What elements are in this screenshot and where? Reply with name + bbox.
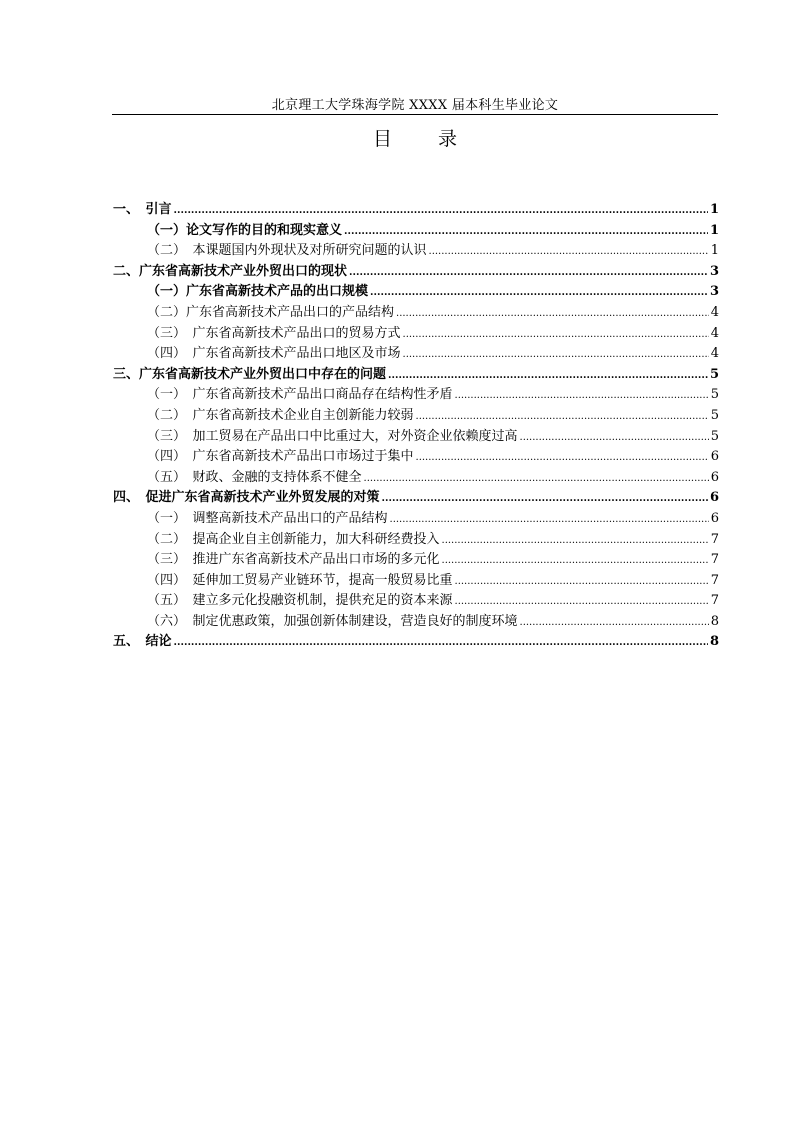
toc-entry[interactable] [113,571,719,592]
toc-leader-dots [520,613,709,634]
toc-entry-title: 三、广东省高新技术产业外贸出口中存在的问题 [113,366,387,382]
toc-entry[interactable] [113,427,719,448]
toc-page-number: 5 [710,387,719,403]
toc-page-number: 1 [709,202,719,217]
toc-page-number: 8 [709,634,719,650]
toc-entry[interactable] [113,468,719,489]
toc-entry[interactable] [113,365,719,386]
toc-entry-title: （二） 提高企业自主创新能力，加大科研经费投入 [147,531,440,547]
toc-entry-title: （一） 调整高新技术产品出口的产品结构 [147,510,388,526]
toc-entry[interactable] [113,385,719,406]
toc-entry[interactable] [113,282,719,303]
toc-leader-dots [520,428,709,449]
toc-entry-title: （六） 制定优惠政策，加强创新体制建设，营造良好的制度环境 [147,613,518,629]
toc-entry[interactable] [113,447,719,468]
toc-page-number: 8 [710,613,719,629]
toc-page-number: 6 [709,490,719,506]
toc-entry[interactable] [113,200,719,221]
toc-entry-title: 一、 引言 [113,202,172,217]
toc-page-number: 1 [709,222,719,238]
toc-page-number: 7 [710,531,719,547]
table-of-contents [113,200,719,653]
toc-entry-title: （四） 广东省高新技术产品出口地区及市场 [147,346,401,362]
toc-entry-title: （四） 延伸加工贸易产业链环节，提高一般贸易比重 [147,572,453,588]
toc-entry-title: （一） 广东省高新技术产品出口商品存在结构性矛盾 [147,387,453,403]
toc-leader-dots [396,304,709,325]
toc-entry[interactable] [113,406,719,427]
toc-entry[interactable] [113,221,719,242]
toc-leader-dots [364,469,709,490]
toc-page-number: 7 [710,552,719,568]
toc-entry-title: （五） 建立多元化投融资机制，提供充足的资本来源 [147,593,453,609]
toc-leader-dots [370,283,708,304]
toc-page-number: 6 [710,449,719,465]
toc-entry-title: （二） 本课题国内外现状及对所研究问题的认识 [147,243,427,259]
toc-leader-dots [382,489,708,510]
toc-entry[interactable] [113,550,719,571]
toc-page-number: 1 [710,243,719,259]
toc-page-number: 3 [709,263,719,279]
toc-leader-dots [416,407,709,428]
toc-entry-title: 二、广东省高新技术产业外贸出口的现状 [113,263,348,279]
toc-leader-dots [442,551,709,572]
toc-entry[interactable] [113,303,719,324]
toc-leader-dots [429,242,709,263]
toc-entry[interactable] [113,530,719,551]
toc-leader-dots [403,345,709,366]
toc-entry[interactable] [113,344,719,365]
page-header: 北京理工大学珠海学院 XXXX 届本科生毕业论文 [271,98,559,113]
toc-entry-title: （五） 财政、金融的支持体系不健全 [147,469,362,485]
header-divider [112,114,718,115]
toc-entry[interactable] [113,509,719,530]
toc-entry[interactable] [113,632,719,653]
toc-entry-title: （三） 推进广东省高新技术产品出口市场的多元化 [147,552,440,568]
toc-page-number: 6 [710,469,719,485]
toc-leader-dots [388,366,708,387]
toc-leader-dots [416,448,709,469]
toc-leader-dots [442,531,709,552]
toc-page-number: 6 [710,510,719,526]
toc-page-number: 5 [710,428,719,444]
toc-page-number: 5 [710,407,719,423]
toc-entry-title: （一）论文写作的目的和现实意义 [147,222,343,238]
toc-page-number: 5 [709,366,719,382]
toc-leader-dots [390,510,709,531]
toc-page-number: 4 [710,325,719,341]
toc-entry-title: （二）广东省高新技术产品出口的产品结构 [147,304,395,320]
toc-page-number: 7 [710,572,719,588]
toc-page-number: 7 [710,593,719,609]
toc-entry[interactable] [113,262,719,283]
toc-page-number: 3 [709,284,719,300]
toc-leader-dots [455,386,709,407]
toc-entry[interactable] [113,241,719,262]
toc-leader-dots [403,325,709,346]
toc-leader-dots [349,263,708,284]
toc-entry[interactable] [113,324,719,345]
toc-entry-title: （三） 加工贸易在产品出口中比重过大，对外资企业依赖度过高 [147,428,518,444]
page-title: 目 录 [372,128,478,150]
toc-leader-dots [174,633,708,654]
toc-leader-dots [174,201,708,222]
toc-entry-title: 四、 促进广东省高新技术产业外贸发展的对策 [113,490,380,506]
toc-entry[interactable] [113,591,719,612]
toc-entry-title: （三） 广东省高新技术产品出口的贸易方式 [147,325,401,341]
toc-leader-dots [344,222,708,243]
toc-entry-title: （一）广东省高新技术产品的出口规模 [147,284,369,300]
toc-entry-title: （二） 广东省高新技术企业自主创新能力较弱 [147,407,414,423]
toc-page-number: 4 [710,346,719,362]
toc-entry[interactable] [113,488,719,509]
toc-entry[interactable] [113,612,719,633]
toc-entry-title: （四） 广东省高新技术产品出口市场过于集中 [147,449,414,465]
toc-leader-dots [455,592,709,613]
toc-leader-dots [455,572,709,593]
toc-entry-title: 五、 结论 [113,634,172,650]
toc-page-number: 4 [710,304,719,320]
